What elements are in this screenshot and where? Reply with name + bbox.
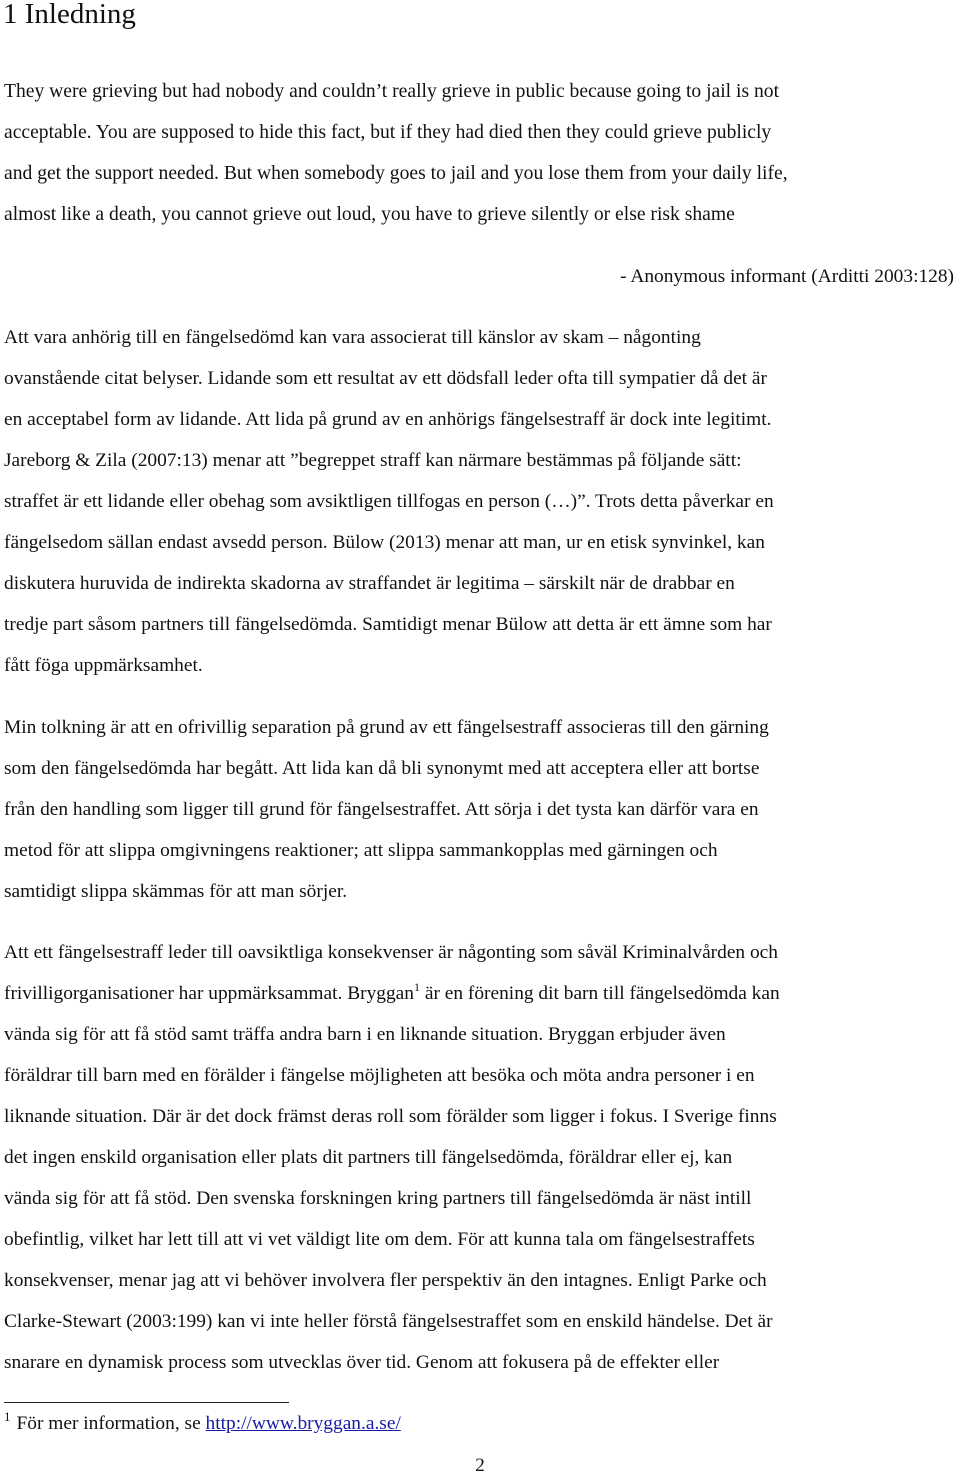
opening-quote bbox=[4, 71, 956, 235]
text-line: Clarke-Stewart (2003:199) kan vi inte heller förstå fängelsestraffet som en enskild händelse. Det är bbox=[4, 1311, 773, 1332]
text-line: en acceptabel form av lidande. Att lida på grund av en anhörigs fängelsestraff är dock inte legitimt. bbox=[4, 409, 772, 430]
text-segment: frivilligorganisationer har uppmärksammat. Bryggan bbox=[4, 983, 414, 1004]
text-line: Jareborg & Zila (2007:13) menar att ”begreppet straff kan närmare bestämmas på följande sätt: bbox=[4, 450, 742, 471]
text-line: Att ett fängelsestraff leder till oavsiktliga konsekvenser är någonting som såväl Kriminalvården och bbox=[4, 942, 778, 963]
chapter-heading: 1 Inledning bbox=[3, 0, 136, 30]
quote-line: They were grieving but had nobody and couldn’t really grieve in public because going to jail is not bbox=[4, 81, 780, 102]
page-number: 2 bbox=[475, 1455, 485, 1476]
text-line: konsekvenser, menar jag att vi behöver involvera fler perspektiv än den intagnes. Enligt Parke och bbox=[4, 1270, 767, 1291]
quote-line: acceptable. You are supposed to hide this fact, but if they had died then they could grieve publicly bbox=[4, 122, 772, 143]
text-line: som den fängelsedömda har begått. Att lida kan då bli synonymt med att acceptera eller att bortse bbox=[4, 758, 760, 779]
text-line: obefintlig, vilket har lett till att vi vet väldigt lite om dem. För att kunna tala om fängelsestraffets bbox=[4, 1229, 755, 1250]
footnote-number: 1 bbox=[4, 1409, 11, 1424]
text-line: Att vara anhörig till en fängelsedömd kan vara associerat till känslor av skam – någonting bbox=[4, 327, 701, 348]
footnote-link[interactable]: http://www.bryggan.a.se/ bbox=[205, 1413, 401, 1434]
text-line: fängelsedom sällan endast avsedd person. Bülow (2013) menar att man, ur en etisk synvinkel, kan bbox=[4, 532, 765, 553]
quote-line: almost like a death, you cannot grieve out loud, you have to grieve silently or else risk shame bbox=[4, 204, 735, 225]
footnote-divider bbox=[4, 1402, 289, 1403]
text-line: liknande situation. Där är det dock främst deras roll som förälder som ligger i fokus. I Sverige finns bbox=[4, 1106, 777, 1127]
text-line: snarare en dynamisk process som utvecklas över tid. Genom att fokusera på de effekter eller bbox=[4, 1352, 720, 1373]
paragraph-1 bbox=[4, 317, 956, 686]
text-line: straffet är ett lidande eller obehag som avsiktligen tillfogas en person (…)”. Trots detta påverkar en bbox=[4, 491, 774, 512]
footnote-text: För mer information, se bbox=[16, 1413, 206, 1434]
text-line: från den handling som ligger till grund för fängelsestraffet. Att sörja i det tysta kan därför vara en bbox=[4, 799, 759, 820]
text-line: Min tolkning är att en ofrivillig separation på grund av ett fängelsestraff associeras till den gärning bbox=[4, 717, 769, 738]
quote-line: and get the support needed. But when somebody goes to jail and you lose them from your daily life, bbox=[4, 163, 788, 184]
text-line: vända sig för att få stöd samt träffa andra barn i en liknande situation. Bryggan erbjuder även bbox=[4, 1024, 726, 1045]
text-line: ovanstående citat belyser. Lidande som ett resultat av ett dödsfall leder ofta till sympatier då det är bbox=[4, 368, 767, 389]
text-line: föräldrar till barn med en förälder i fängelse möjligheten att besöka och möta andra personer i en bbox=[4, 1065, 755, 1086]
text-segment: är en förening dit barn till fängelsedömda kan bbox=[419, 983, 780, 1004]
paragraph-3 bbox=[4, 932, 956, 1383]
footnote-reference[interactable]: 1 bbox=[413, 980, 420, 994]
text-line: metod för att slippa omgivningens reaktioner; att slippa sammankopplas med gärningen och bbox=[4, 840, 718, 861]
text-line: samtidigt slippa skämmas för att man sörjer. bbox=[4, 881, 348, 902]
text-line: tredje part såsom partners till fängelsedömda. Samtidigt menar Bülow att detta är ett ämne som har bbox=[4, 614, 772, 635]
text-line bbox=[4, 973, 956, 1014]
footnote bbox=[4, 1407, 401, 1441]
text-line: diskutera huruvida de indirekta skadorna av straffandet är legitima – särskilt när de drabbar en bbox=[4, 573, 735, 594]
text-line: fått föga uppmärksamhet. bbox=[4, 655, 203, 676]
quote-attribution: - Anonymous informant (Arditti 2003:128) bbox=[620, 266, 954, 287]
text-line: det ingen enskild organisation eller plats dit partners till fängelsedömda, föräldrar eller ej, kan bbox=[4, 1147, 733, 1168]
text-line: vända sig för att få stöd. Den svenska forskningen kring partners till fängelsedömda är näst intill bbox=[4, 1188, 752, 1209]
paragraph-2 bbox=[4, 707, 956, 912]
